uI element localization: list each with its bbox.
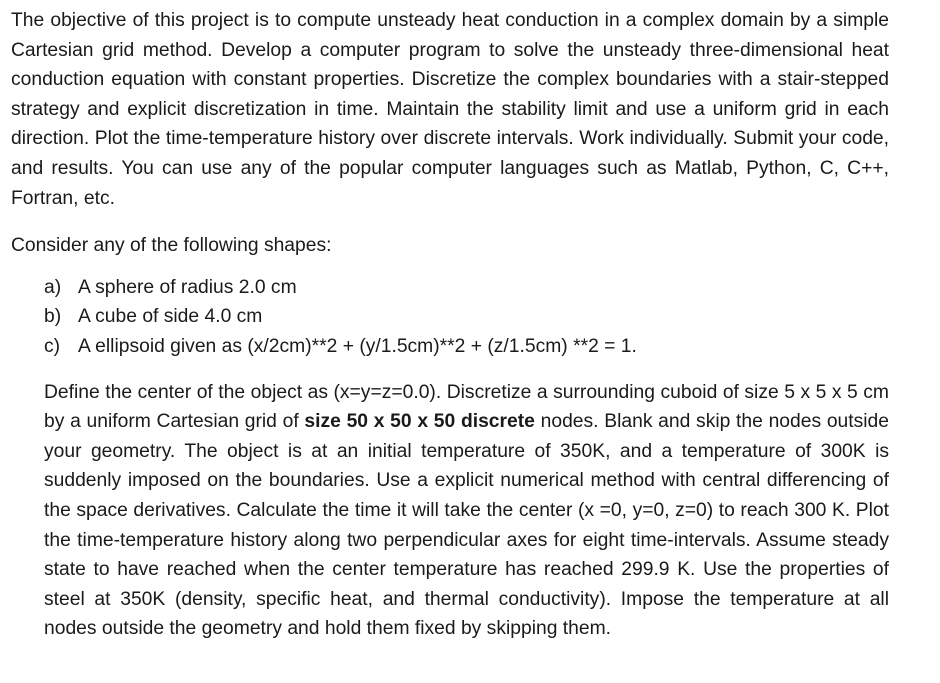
list-item-text: A ellipsoid given as (x/2cm)**2 + (y/1.5cm)**2 + (z/1.5cm) **2 = 1. [78,335,637,357]
intro-paragraph: The objective of this project is to compute unsteady heat conduction in a complex domain by a simple Cartesian grid method. Develop a computer program to solve the unsteady three-dimensional heat conduction equation with constant properties. Discretize the complex boundaries with a stair-stepped strategy and explicit discretization in time. Maintain the stability limit and use a uniform grid in each direction. Plot the time-temperature history over discrete intervals. Work individually. Submit your code, and results. You can use any of the popular computer languages such as Matlab, Python, C, C++, Fortran, etc. [11,10,889,209]
list-item-marker: c) [44,335,61,357]
list-item [44,273,892,303]
details-bold-grid-size: size 50 x 50 x 50 discrete [304,411,535,433]
list-item-text: A sphere of radius 2.0 cm [78,276,297,298]
list-item-marker: a) [44,276,62,298]
details-text-part2: nodes. Blank and skip the nodes outside your geometry. The object is at an initial temperature of 350K, and a temperature of 300K is suddenly imposed on the boundaries. Use a explicit numerical method with central differencing of the space derivatives. Calculate the time it will take the center (x =0, y=0, z=0) to reach 300 K. Plot the time-temperature history along two perpendicular axes for eight time-intervals. Assume steady state to have reached when the center temperature has reached 299.9 K. Use the properties of steel at 350K (density, specific heat, and thermal conductivity). Impose the temperature at all nodes outside the geometry and hold them fixed by skipping them. [44,411,890,640]
list-item [44,332,892,362]
list-item [44,302,892,332]
details-paragraph [44,378,889,644]
details-text-part1: Define the center of the object as (x=y=z=0.0). Discretize a surrounding cuboid of size 5 x 5 x 5 cm by a uniform Cartesian grid of [44,381,889,433]
list-item-text: A cube of side 4.0 cm [78,306,263,328]
list-item-marker: b) [44,306,62,328]
shapes-heading: Consider any of the following shapes: [11,235,332,257]
shape-list [11,273,892,362]
